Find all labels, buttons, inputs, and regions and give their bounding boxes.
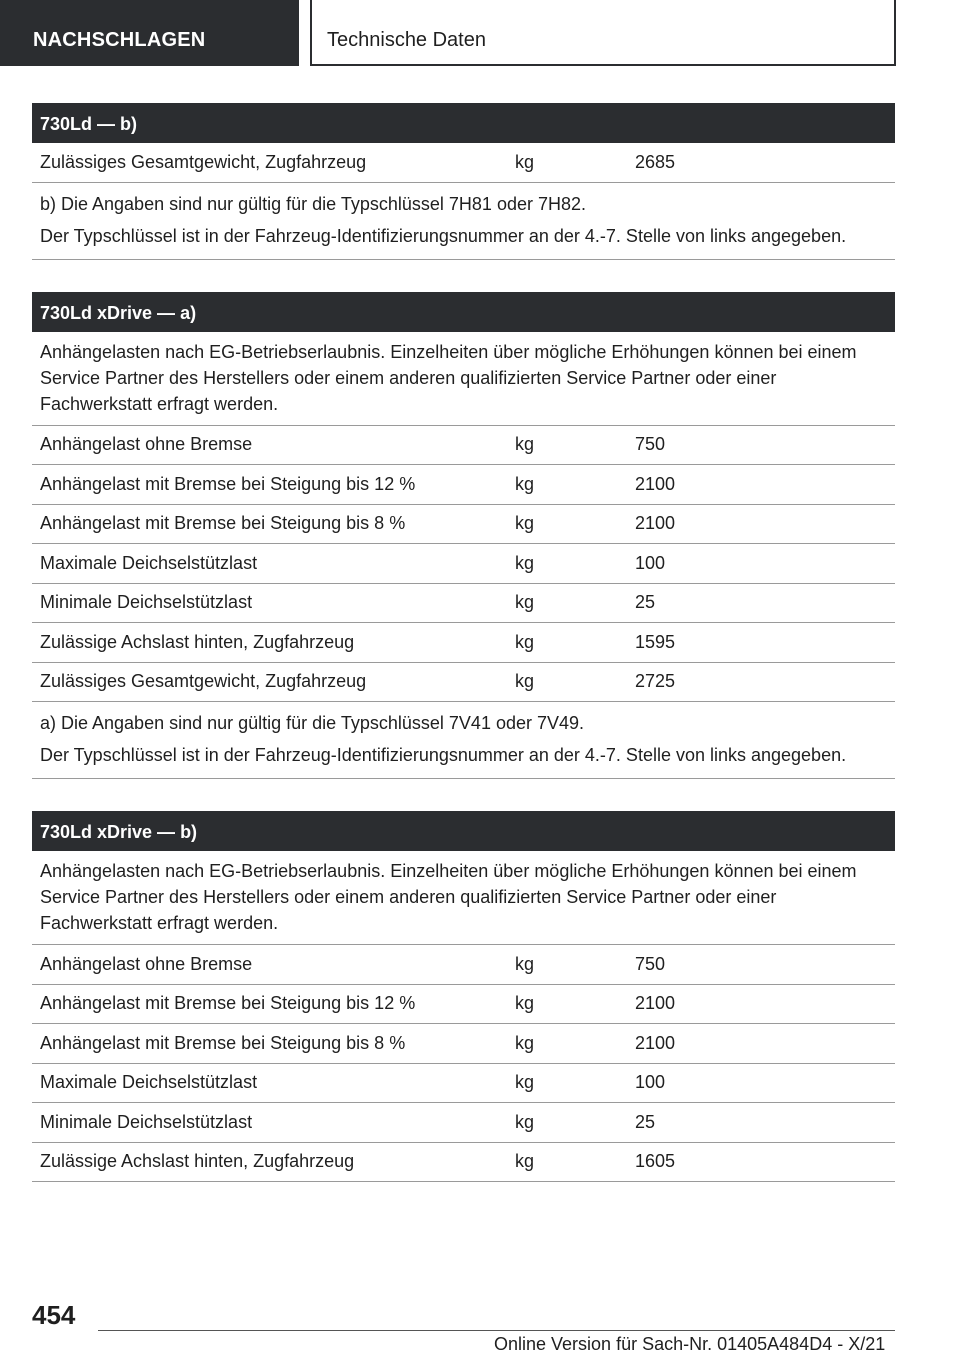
row-label: Maximale Deichselstützlast: [40, 1072, 258, 1093]
row-value: 1595: [635, 631, 676, 652]
table-row: [32, 465, 895, 505]
row-value: 2100: [635, 1032, 676, 1053]
row-value: 25: [635, 1111, 656, 1132]
chapter-title: Technische Daten: [310, 0, 896, 66]
table-row: [32, 945, 895, 985]
row-unit: kg: [515, 592, 535, 613]
table-row: [32, 584, 895, 624]
row-unit: kg: [515, 1151, 535, 1172]
footnote: Der Typschlüssel ist in der Fahrzeug-Identifizierungsnummer an der 4.-7. Stelle von links angegeben.: [40, 745, 847, 765]
spec-block: [32, 292, 895, 780]
row-unit: kg: [515, 473, 535, 494]
table-row: [32, 1064, 895, 1104]
table-row: [32, 426, 895, 466]
row-label: Maximale Deichselstützlast: [40, 552, 258, 573]
row-unit: kg: [515, 434, 535, 455]
row-label: Anhängelast ohne Bremse: [40, 953, 253, 974]
row-value: 1605: [635, 1151, 676, 1172]
row-label: Anhängelast mit Bremse bei Steigung bis 12 %: [40, 993, 416, 1014]
row-label: Anhängelast mit Bremse bei Steigung bis 8 %: [40, 513, 406, 534]
footnotes: [32, 702, 895, 779]
row-label: Zulässiges Gesamtgewicht, Zugfahrzeug: [40, 151, 367, 172]
table-row: [32, 1103, 895, 1143]
footnote: b) Die Angaben sind nur gültig für die Typschlüssel 7H81 oder 7H82.: [40, 193, 587, 214]
row-unit: kg: [515, 513, 535, 534]
row-value: 2100: [635, 993, 676, 1014]
table-row: [32, 985, 895, 1025]
technical-data-content: [32, 103, 895, 1214]
row-label: Anhängelast mit Bremse bei Steigung bis 8 %: [40, 1032, 406, 1053]
section-title: NACHSCHLAGEN: [0, 0, 299, 66]
table-row: [32, 544, 895, 584]
row-value: 25: [635, 592, 656, 613]
row-label: Anhängelast mit Bremse bei Steigung bis 12 %: [40, 473, 416, 494]
block-title: 730Ld — b): [32, 103, 895, 143]
row-value: 2100: [635, 513, 676, 534]
footnotes: [32, 183, 895, 260]
row-unit: kg: [515, 151, 535, 172]
row-unit: kg: [515, 953, 535, 974]
table-row: [32, 663, 895, 703]
table-row: [32, 505, 895, 545]
row-value: 100: [635, 1072, 666, 1093]
row-value: 2685: [635, 151, 676, 172]
spec-block: [32, 103, 895, 260]
footnote: a) Die Angaben sind nur gültig für die Typschlüssel 7V41 oder 7V49.: [40, 713, 585, 733]
page-number: 454: [32, 1300, 76, 1330]
row-label: Minimale Deichselstützlast: [40, 592, 253, 613]
table-row: [32, 1024, 895, 1064]
row-value: 750: [635, 434, 666, 455]
row-label: Zulässiges Gesamtgewicht, Zugfahrzeug: [40, 671, 367, 692]
row-label: Zulässige Achslast hinten, Zugfahrzeug: [40, 631, 355, 652]
table-row: [32, 143, 895, 183]
row-value: 100: [635, 552, 666, 573]
footer-divider: [98, 1330, 895, 1331]
row-unit: kg: [515, 671, 535, 692]
footer-text: Online Version für Sach-Nr. 01405A484D4 - X/21: [494, 1334, 886, 1354]
block-intro: Anhängelasten nach EG-Betriebserlaubnis. Einzelheiten über mögliche Erhöhungen können bei einem Service Partner des Herstellers oder einem anderen qualifizierten Service Partner oder einer Fachwerkstatt erfragt werden.: [32, 851, 895, 945]
row-value: 2725: [635, 671, 676, 692]
footnote: Der Typschlüssel ist in der Fahrzeug-Identifizierungsnummer an der 4.-7. Stelle von links angegeben.: [40, 225, 847, 246]
row-unit: kg: [515, 1111, 535, 1132]
row-unit: kg: [515, 1072, 535, 1093]
block-intro: Anhängelasten nach EG-Betriebserlaubnis. Einzelheiten über mögliche Erhöhungen können bei einem Service Partner des Herstellers oder einem anderen qualifizierten Service Partner oder einer Fachwerkstatt erfragt werden.: [32, 332, 895, 426]
page-header: [0, 0, 960, 66]
spec-block: [32, 811, 895, 1182]
row-value: 2100: [635, 473, 676, 494]
row-unit: kg: [515, 1032, 535, 1053]
row-unit: kg: [515, 993, 535, 1014]
row-value: 750: [635, 953, 666, 974]
row-label: Anhängelast ohne Bremse: [40, 434, 253, 455]
row-unit: kg: [515, 552, 535, 573]
row-unit: kg: [515, 631, 535, 652]
row-label: Zulässige Achslast hinten, Zugfahrzeug: [40, 1151, 355, 1172]
block-title: 730Ld xDrive — b): [32, 811, 895, 851]
block-title: 730Ld xDrive — a): [32, 292, 895, 332]
table-row: [32, 1143, 895, 1183]
table-row: [32, 623, 895, 663]
row-label: Minimale Deichselstützlast: [40, 1111, 253, 1132]
